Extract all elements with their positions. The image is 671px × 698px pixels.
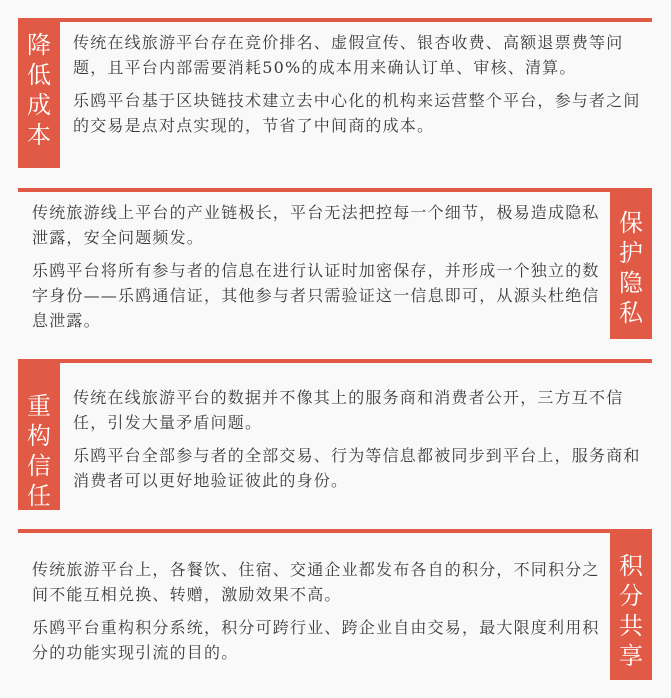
label-char: 本 bbox=[27, 121, 51, 149]
section-rebuild-trust bbox=[18, 359, 652, 510]
section-body bbox=[32, 557, 612, 673]
label-char: 保 bbox=[619, 209, 643, 237]
label-char: 积 bbox=[619, 552, 643, 580]
paragraph-problem: 传统在线旅游平台存在竞价排名、虚假宣传、银杏收费、高额退票费等问题，且平台内部需要消耗50%的成本用来确认订单、审核、清算。 bbox=[73, 33, 624, 77]
section-divider bbox=[18, 188, 652, 192]
label-char: 信 bbox=[27, 452, 51, 480]
section-body bbox=[73, 30, 648, 146]
section-divider bbox=[18, 529, 652, 533]
section-label bbox=[610, 529, 652, 680]
paragraph-problem: 传统在线旅游平台的数据并不像其上的服务商和消费者公开，三方互不信任，引发大量矛盾问题。 bbox=[73, 388, 624, 432]
section-body bbox=[32, 200, 607, 341]
paragraph-solution: 乐鸥平台基于区块链技术建立去中心化的机构来运营整个平台，参与者之间的交易是点对点实现的，节省了中间商的成本。 bbox=[73, 91, 641, 135]
section-body bbox=[73, 385, 648, 501]
label-char: 降 bbox=[27, 31, 51, 59]
label-char: 重 bbox=[27, 392, 51, 420]
label-char: 共 bbox=[619, 612, 643, 640]
section-label bbox=[18, 18, 60, 168]
paragraph-problem: 传统旅游线上平台的产业链极长，平台无法把控每一个细节，极易造成隐私泄露，安全问题频发。 bbox=[32, 203, 600, 247]
section-points-sharing bbox=[18, 529, 652, 680]
section-label bbox=[18, 359, 60, 510]
label-char: 构 bbox=[27, 422, 51, 450]
section-label bbox=[610, 188, 652, 339]
label-char: 护 bbox=[619, 239, 643, 267]
label-char: 私 bbox=[619, 299, 643, 327]
label-char: 分 bbox=[619, 582, 643, 610]
paragraph-solution: 乐鸥平台重构积分系统，积分可跨行业、跨企业自由交易，最大限度利用积分的功能实现引流的目的。 bbox=[32, 618, 600, 662]
paragraph-solution: 乐鸥平台全部参与者的全部交易、行为等信息都被同步到平台上，服务商和消费者可以更好地验证彼此的身份。 bbox=[73, 446, 641, 490]
label-char: 任 bbox=[27, 482, 51, 510]
label-char: 低 bbox=[27, 61, 51, 89]
section-divider bbox=[18, 359, 652, 363]
paragraph-problem: 传统旅游平台上，各餐饮、住宿、交通企业都发布各自的积分，不同积分之间不能互相兑换、转赠，激励效果不高。 bbox=[32, 560, 600, 604]
section-divider bbox=[18, 18, 652, 22]
section-reduce-cost bbox=[18, 18, 652, 168]
label-char: 成 bbox=[27, 91, 51, 119]
paragraph-solution: 乐鸥平台将所有参与者的信息在进行认证时加密保存，并形成一个独立的数字身份——乐鸥通信证，其他参与者只需验证这一信息即可，从源头杜绝信息泄露。 bbox=[32, 261, 600, 330]
label-char: 隐 bbox=[619, 269, 643, 297]
label-char: 享 bbox=[619, 642, 643, 670]
section-protect-privacy bbox=[18, 188, 652, 339]
